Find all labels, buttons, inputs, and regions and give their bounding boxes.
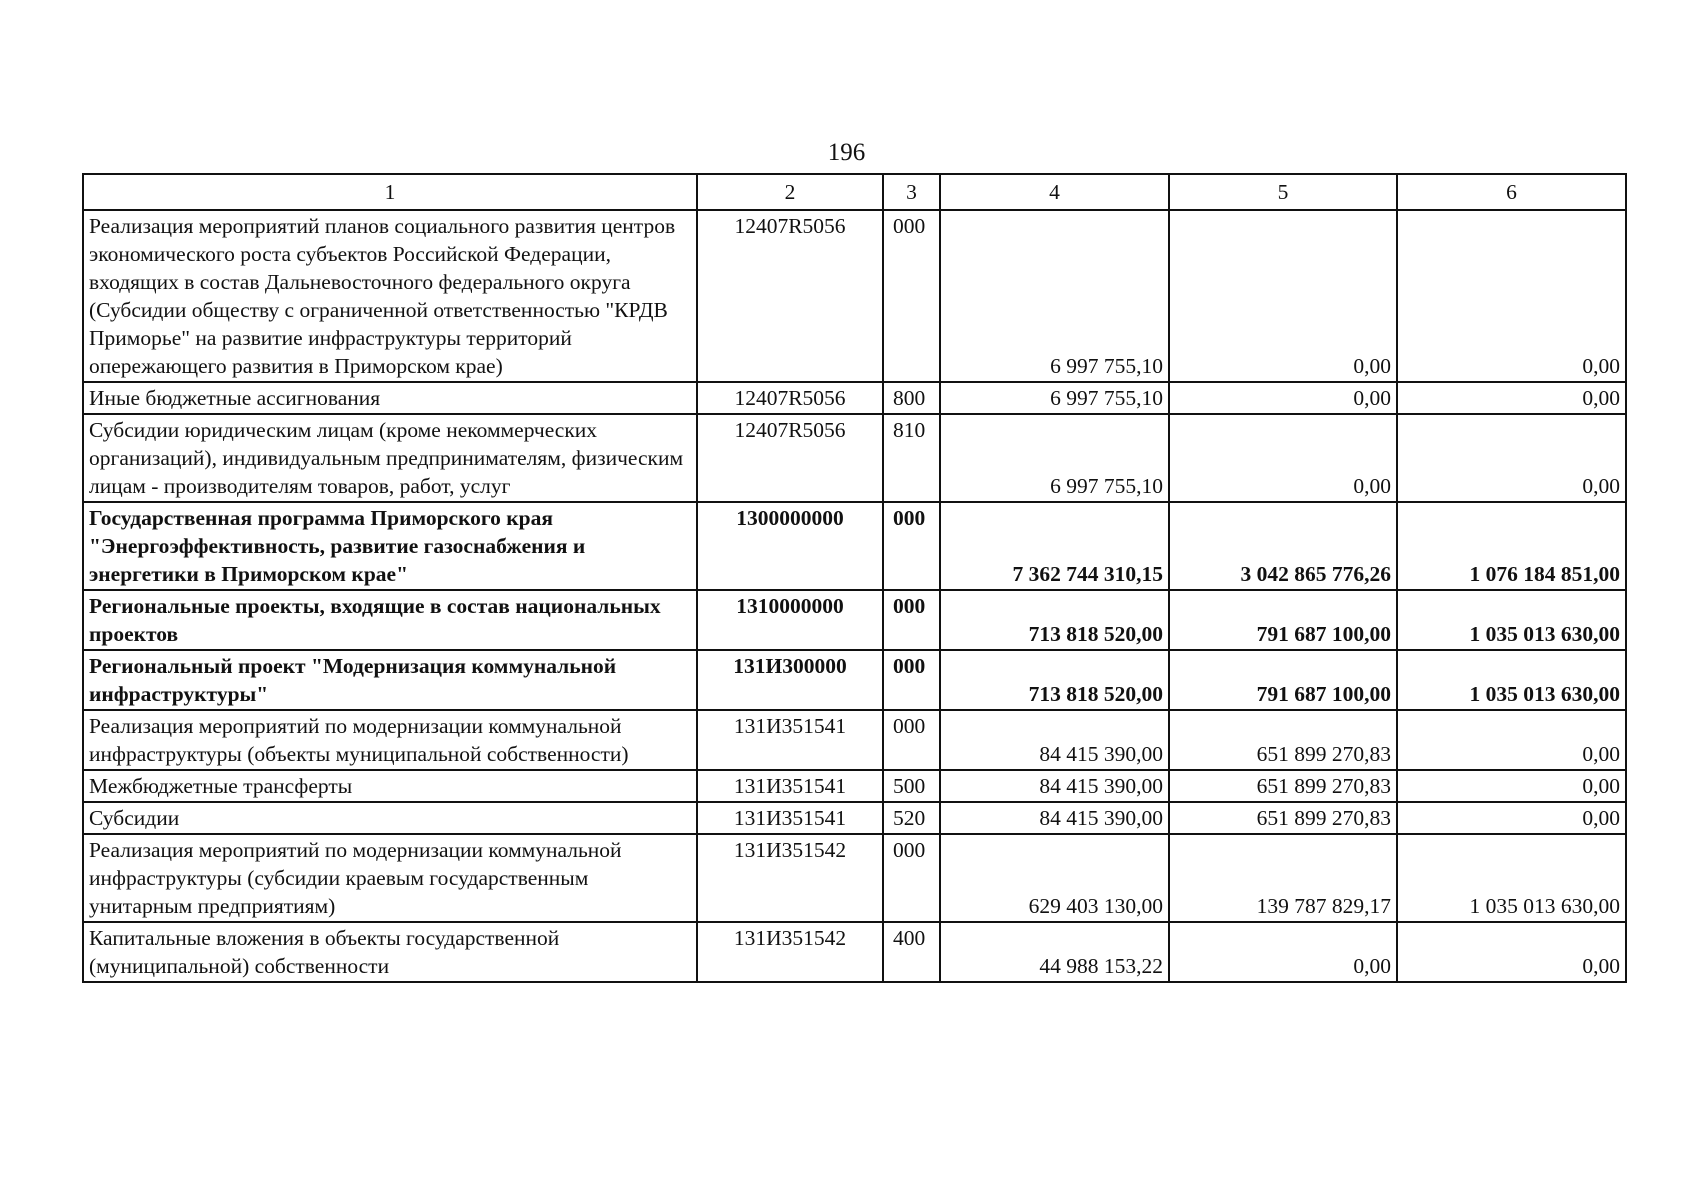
row-name-cell: Капитальные вложения в объекты государственной (муниципальной) собственности bbox=[83, 922, 697, 982]
table-row bbox=[83, 382, 1626, 414]
table-row bbox=[83, 590, 1626, 650]
table-row bbox=[83, 650, 1626, 710]
budget-table bbox=[82, 173, 1627, 983]
row-value-col6-cell: 0,00 bbox=[1397, 710, 1626, 770]
row-code-cell: 1310000000 bbox=[697, 590, 883, 650]
row-value-col4-cell: 629 403 130,00 bbox=[940, 834, 1169, 922]
row-value-col4-cell: 713 818 520,00 bbox=[940, 650, 1169, 710]
table-row bbox=[83, 414, 1626, 502]
column-header-6: 6 bbox=[1397, 174, 1626, 210]
row-type-cell: 000 bbox=[883, 834, 940, 922]
row-code-cell: 12407R5056 bbox=[697, 414, 883, 502]
row-code-cell: 131И351542 bbox=[697, 834, 883, 922]
row-type-cell: 000 bbox=[883, 650, 940, 710]
row-name-cell: Реализация мероприятий планов социального развития центров экономического роста субъектов Российской Федерации, входящих в состав Дальневосточного федерального округа (Субсидии обществу с ограниченной ответственностью "КРДВ Приморье" на развитие инфраструктуры территорий опережающего развития в Приморском крае) bbox=[83, 210, 697, 382]
row-name-cell: Субсидии юридическим лицам (кроме некоммерческих организаций), индивидуальным предпринимателям, физическим лицам - производителям товаров, работ, услуг bbox=[83, 414, 697, 502]
row-value-col4-cell: 84 415 390,00 bbox=[940, 802, 1169, 834]
row-name-cell: Региональный проект "Модернизация коммунальной инфраструктуры" bbox=[83, 650, 697, 710]
row-type-cell: 400 bbox=[883, 922, 940, 982]
row-value-col6-cell: 0,00 bbox=[1397, 414, 1626, 502]
row-type-cell: 000 bbox=[883, 590, 940, 650]
row-type-cell: 810 bbox=[883, 414, 940, 502]
row-name-cell: Межбюджетные трансферты bbox=[83, 770, 697, 802]
column-header-1: 1 bbox=[83, 174, 697, 210]
row-type-cell: 800 bbox=[883, 382, 940, 414]
row-value-col6-cell: 0,00 bbox=[1397, 770, 1626, 802]
row-value-col5-cell: 0,00 bbox=[1169, 210, 1397, 382]
row-value-col5-cell: 139 787 829,17 bbox=[1169, 834, 1397, 922]
row-type-cell: 000 bbox=[883, 210, 940, 382]
table-row bbox=[83, 710, 1626, 770]
row-value-col5-cell: 651 899 270,83 bbox=[1169, 802, 1397, 834]
row-code-cell: 131И300000 bbox=[697, 650, 883, 710]
row-value-col4-cell: 84 415 390,00 bbox=[940, 770, 1169, 802]
row-value-col5-cell: 0,00 bbox=[1169, 414, 1397, 502]
table-row bbox=[83, 834, 1626, 922]
row-name-cell: Иные бюджетные ассигнования bbox=[83, 382, 697, 414]
row-value-col6-cell: 1 035 013 630,00 bbox=[1397, 834, 1626, 922]
row-value-col5-cell: 0,00 bbox=[1169, 382, 1397, 414]
row-value-col5-cell: 651 899 270,83 bbox=[1169, 710, 1397, 770]
row-value-col5-cell: 3 042 865 776,26 bbox=[1169, 502, 1397, 590]
row-value-col5-cell: 651 899 270,83 bbox=[1169, 770, 1397, 802]
row-code-cell: 131И351541 bbox=[697, 710, 883, 770]
row-value-col5-cell: 791 687 100,00 bbox=[1169, 590, 1397, 650]
row-code-cell: 12407R5056 bbox=[697, 210, 883, 382]
table-row bbox=[83, 770, 1626, 802]
row-code-cell: 12407R5056 bbox=[697, 382, 883, 414]
column-header-3: 3 bbox=[883, 174, 940, 210]
row-name-cell: Субсидии bbox=[83, 802, 697, 834]
row-name-cell: Государственная программа Приморского края "Энергоэффективность, развитие газоснабжения и энергетики в Приморском крае" bbox=[83, 502, 697, 590]
row-type-cell: 500 bbox=[883, 770, 940, 802]
table-row bbox=[83, 922, 1626, 982]
table-row bbox=[83, 210, 1626, 382]
row-value-col6-cell: 0,00 bbox=[1397, 210, 1626, 382]
row-code-cell: 131И351541 bbox=[697, 770, 883, 802]
table-row bbox=[83, 802, 1626, 834]
row-value-col4-cell: 6 997 755,10 bbox=[940, 414, 1169, 502]
row-code-cell: 131И351542 bbox=[697, 922, 883, 982]
row-value-col6-cell: 0,00 bbox=[1397, 922, 1626, 982]
row-value-col6-cell: 1 076 184 851,00 bbox=[1397, 502, 1626, 590]
row-type-cell: 000 bbox=[883, 502, 940, 590]
row-name-cell: Региональные проекты, входящие в состав национальных проектов bbox=[83, 590, 697, 650]
column-header-5: 5 bbox=[1169, 174, 1397, 210]
row-value-col6-cell: 0,00 bbox=[1397, 802, 1626, 834]
row-value-col4-cell: 713 818 520,00 bbox=[940, 590, 1169, 650]
row-value-col6-cell: 0,00 bbox=[1397, 382, 1626, 414]
row-type-cell: 520 bbox=[883, 802, 940, 834]
row-name-cell: Реализация мероприятий по модернизации коммунальной инфраструктуры (субсидии краевым государственным унитарным предприятиям) bbox=[83, 834, 697, 922]
row-code-cell: 131И351541 bbox=[697, 802, 883, 834]
row-value-col4-cell: 6 997 755,10 bbox=[940, 382, 1169, 414]
row-value-col6-cell: 1 035 013 630,00 bbox=[1397, 650, 1626, 710]
row-name-cell: Реализация мероприятий по модернизации коммунальной инфраструктуры (объекты муниципальной собственности) bbox=[83, 710, 697, 770]
table-header-row bbox=[83, 174, 1626, 210]
row-code-cell: 1300000000 bbox=[697, 502, 883, 590]
row-value-col5-cell: 0,00 bbox=[1169, 922, 1397, 982]
row-value-col4-cell: 7 362 744 310,15 bbox=[940, 502, 1169, 590]
column-header-2: 2 bbox=[697, 174, 883, 210]
row-value-col5-cell: 791 687 100,00 bbox=[1169, 650, 1397, 710]
row-type-cell: 000 bbox=[883, 710, 940, 770]
row-value-col4-cell: 44 988 153,22 bbox=[940, 922, 1169, 982]
row-value-col4-cell: 84 415 390,00 bbox=[940, 710, 1169, 770]
table-row bbox=[83, 502, 1626, 590]
row-value-col6-cell: 1 035 013 630,00 bbox=[1397, 590, 1626, 650]
column-header-4: 4 bbox=[940, 174, 1169, 210]
row-value-col4-cell: 6 997 755,10 bbox=[940, 210, 1169, 382]
page-number: 196 bbox=[827, 139, 866, 166]
